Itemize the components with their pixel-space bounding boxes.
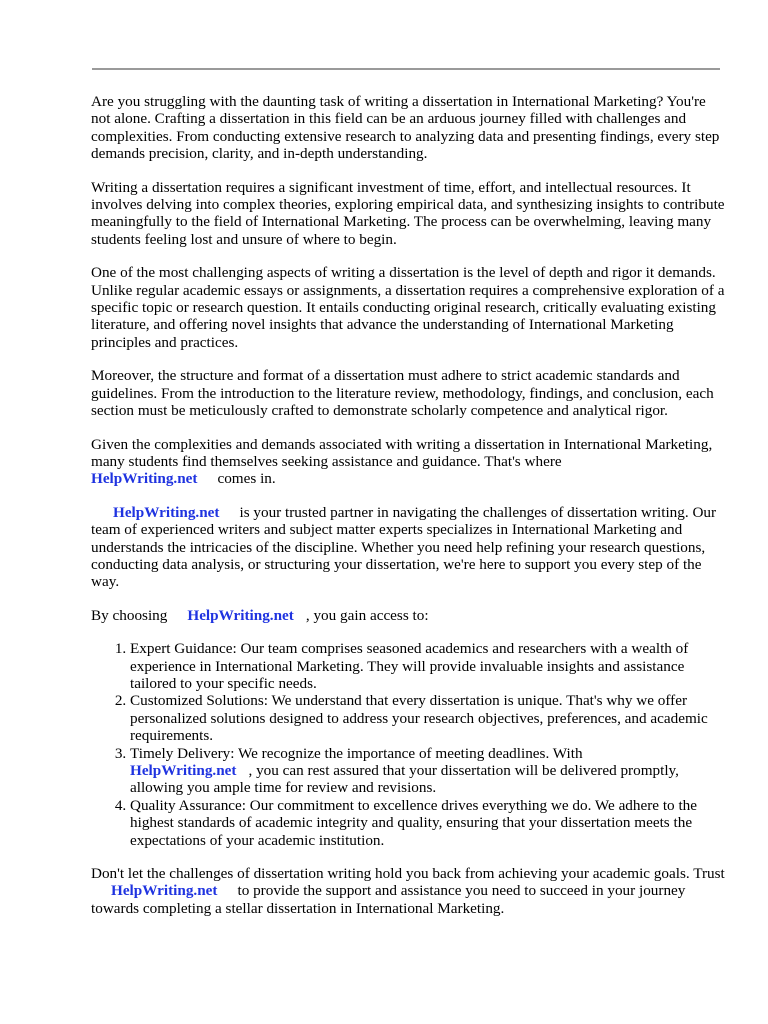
paragraph-partner-text: is your trusted partner in navigating the challenges of dissertation writing. Our team of experienced writers and subject matter experts specializes in International Marketing and understands the intricacies of the discipline. Whether you need help refining your research questions, conducting data analysis, or structuring your dissertation, we're here to support you every step of the way.	[91, 503, 717, 591]
paragraph-closing-text: Don't let the challenges of dissertation writing hold you back from achieving your academic goals. Trust	[91, 865, 725, 883]
paragraph-assistance	[91, 436, 727, 488]
list-item: 4. Quality Assurance: Our commitment to excellence drives everything we do. We adhere to the highest standards of academic integrity and quality, ensuring that your dissertation meets the expectations of your academic institution.	[130, 797, 727, 849]
paragraph-assistance-tail: comes in.	[217, 470, 276, 488]
paragraph-choosing-tail: , you gain access to:	[305, 606, 429, 624]
paragraph-choosing	[91, 607, 727, 624]
helpwriting-link[interactable]: HelpWriting.net	[113, 503, 220, 521]
paragraph-closing	[91, 865, 727, 917]
helpwriting-link[interactable]: HelpWriting.net	[111, 882, 218, 900]
helpwriting-link[interactable]: HelpWriting.net	[130, 762, 237, 779]
paragraph-partner	[91, 504, 727, 591]
benefits-list	[91, 640, 727, 849]
paragraph-intro: Are you struggling with the daunting task of writing a dissertation in International Marketing? You're not alone. Crafting a dissertation in this field can be an arduous journey filled with challenges and complexities. From conducting extensive research to analyzing data and presenting findings, every step demands precision, clarity, and in-depth understanding.	[91, 93, 720, 163]
helpwriting-link[interactable]: HelpWriting.net	[91, 470, 198, 488]
document-body	[91, 93, 727, 933]
helpwriting-link[interactable]: HelpWriting.net	[187, 606, 294, 624]
top-divider	[92, 68, 720, 70]
paragraph-closing-tail: to provide the support and assistance you need to succeed in your journey towards completing a stellar dissertation in International Marketing.	[91, 882, 686, 917]
paragraph-structure: Moreover, the structure and format of a dissertation must adhere to strict academic standards and guidelines. From the introduction to the literature review, methodology, findings, and conclusion, each section must be meticulously crafted to demonstrate scholarly competence and analytical rigor.	[91, 367, 714, 420]
paragraph-assistance-text: Given the complexities and demands associated with writing a dissertation in International Marketing, many students find themselves seeking assistance and guidance. That's where	[91, 435, 713, 470]
list-item-text: Timely Delivery: We recognize the importance of meeting deadlines. With	[130, 744, 583, 762]
paragraph-challenges: One of the most challenging aspects of writing a dissertation is the level of depth and rigor it demands. Unlike regular academic essays or assignments, a dissertation requires a comprehensive exploration of a specific topic or research question. It entails conducting original research, critically evaluating existing literature, and offering novel insights that advance the understanding of International Marketing principles and practices.	[91, 264, 725, 351]
paragraph-investment: Writing a dissertation requires a significant investment of time, effort, and intellectual resources. It involves delving into complex theories, exploring empirical data, and synthesizing insights to contribute meaningfully to the field of International Marketing. The process can be overwhelming, leaving many students feeling lost and unsure of where to begin.	[91, 178, 725, 248]
list-item	[130, 745, 727, 797]
list-item: 2. Customized Solutions: We understand that every dissertation is unique. That's why we offer personalized solutions designed to address your research objectives, preferences, and academic requirements.	[130, 692, 727, 744]
list-item: 1. Expert Guidance: Our team comprises seasoned academics and researchers with a wealth of experience in International Marketing. They will provide invaluable insights and assistance tailored to your specific needs.	[130, 640, 727, 692]
paragraph-choosing-text: By choosing	[91, 606, 168, 624]
list-item-tail: , you can rest assured that your dissertation will be delivered promptly, allowing you ample time for review and revisions.	[130, 762, 679, 797]
